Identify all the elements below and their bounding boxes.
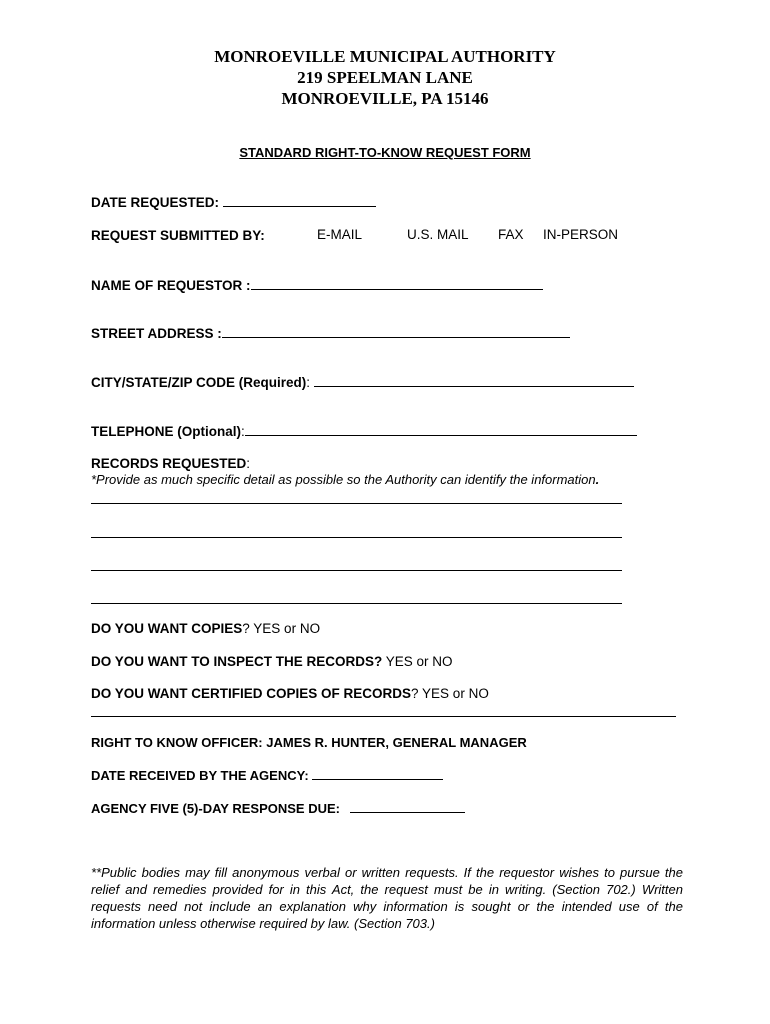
inspect-answer[interactable]: YES or NO	[382, 654, 453, 669]
records-requested-row	[91, 455, 250, 472]
certified-label: DO YOU WANT CERTIFIED COPIES OF RECORDS	[91, 686, 412, 701]
records-line-3[interactable]	[91, 570, 622, 571]
name-blank[interactable]	[251, 278, 543, 290]
records-label: RECORDS REQUESTED	[91, 456, 247, 471]
authority-street: 219 SPEELMAN LANE	[297, 68, 473, 87]
date-received-row	[91, 767, 443, 784]
footer-note: **Public bodies may fill anonymous verbal or written requests. If the requestor wishes to pursue the relief and remedies provided for in this Act, the request must be in writing. (Section 702.) Written requests need not include an explanation why information is sought or the intended use of the information unless otherwise required by law. (Section 703.)	[91, 865, 683, 931]
certified-question	[91, 685, 489, 702]
telephone-blank[interactable]	[245, 424, 637, 436]
street-row	[91, 325, 570, 342]
copies-label: DO YOU WANT COPIES	[91, 621, 243, 636]
records-colon: :	[246, 456, 251, 471]
records-line-4[interactable]	[91, 603, 622, 604]
name-row	[91, 277, 543, 294]
response-due-row	[91, 800, 465, 817]
copies-question	[91, 620, 320, 637]
date-requested-row	[91, 194, 376, 211]
street-label: STREET ADDRESS :	[91, 326, 222, 341]
date-received-label: DATE RECEIVED BY THE AGENCY:	[91, 768, 309, 783]
date-received-blank[interactable]	[312, 768, 443, 780]
inspect-question	[91, 653, 453, 670]
city-colon: :	[306, 375, 311, 390]
city-row	[91, 374, 634, 391]
response-due-blank[interactable]	[350, 801, 465, 813]
option-in-person[interactable]: IN-PERSON	[543, 227, 619, 242]
option-email[interactable]: E-MAIL	[317, 227, 363, 242]
option-us-mail[interactable]: U.S. MAIL	[407, 227, 469, 242]
inspect-label: DO YOU WANT TO INSPECT THE RECORDS?	[91, 654, 383, 669]
submitted-by-label: REQUEST SUBMITTED BY:	[91, 228, 265, 243]
option-fax[interactable]: FAX	[498, 227, 524, 242]
telephone-colon: :	[241, 424, 245, 439]
section-divider	[91, 716, 676, 717]
authority-city: MONROEVILLE, PA 15146	[281, 89, 489, 108]
telephone-label: TELEPHONE (Optional)	[91, 424, 241, 439]
records-line-2[interactable]	[91, 537, 622, 538]
date-requested-blank[interactable]	[223, 195, 376, 207]
records-instruction-end: .	[595, 472, 600, 487]
records-instruction: *Provide as much specific detail as possible so the Authority can identify the information	[91, 472, 596, 487]
city-blank[interactable]	[314, 375, 634, 387]
city-label: CITY/STATE/ZIP CODE (Required)	[91, 375, 307, 390]
form-title: STANDARD RIGHT-TO-KNOW REQUEST FORM	[239, 145, 531, 160]
date-requested-label: DATE REQUESTED:	[91, 195, 220, 210]
rtk-officer: RIGHT TO KNOW OFFICER: JAMES R. HUNTER, GENERAL MANAGER	[91, 735, 527, 750]
records-line-1[interactable]	[91, 503, 622, 504]
telephone-row	[91, 423, 637, 440]
authority-name: MONROEVILLE MUNICIPAL AUTHORITY	[214, 47, 556, 66]
certified-answer[interactable]: ? YES or NO	[411, 686, 489, 701]
records-instruction-row	[91, 472, 599, 487]
copies-answer[interactable]: ? YES or NO	[242, 621, 321, 636]
response-due-label: AGENCY FIVE (5)-DAY RESPONSE DUE:	[91, 801, 340, 816]
name-label: NAME OF REQUESTOR :	[91, 278, 251, 293]
street-blank[interactable]	[222, 326, 570, 338]
